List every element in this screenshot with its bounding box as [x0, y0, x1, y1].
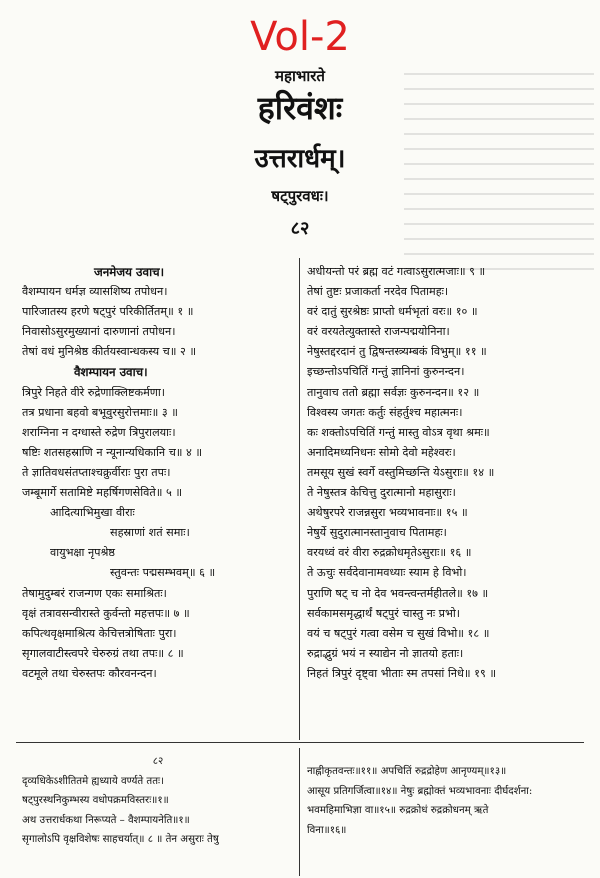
verse-line: अथेषुरपरे राजन्नसुरा भव्यभावनाः॥ १५ ॥ — [307, 506, 468, 520]
verse-line: अधीयन्तो परं ब्रह्म वटं गत्वाऽसुरात्मजाः॥ ९ ॥ — [307, 265, 486, 278]
verse-line: ते नेषुस्तत्र केचित्तु दुरात्मानो महासुराः। — [307, 486, 456, 500]
footnotes-left — [22, 752, 294, 850]
footnote-line: भवमहिमाभिज्ञा वा॥१५॥ रुद्रक्रोधं रुद्रक्रोधनम् ऋते — [307, 805, 489, 816]
book-title: हरिवंशः — [257, 89, 343, 127]
verse-line: तमसूय सुखं स्वर्गे वस्तुमिच्छन्ति येऽसुराः॥ १४ ॥ — [307, 465, 495, 479]
verse-line: तेषां तुष्टः प्रजाकर्ता नरदेव पितामहः। — [307, 285, 449, 299]
verse-line: जम्बूमार्गे सतामिष्टे महर्षिगणसेविते॥ ५ ॥ — [22, 486, 183, 500]
verse-line: ते ऊचुः सर्वदेवानामवध्याः स्याम हे विभो। — [307, 566, 467, 580]
verse-line: इच्छन्तोऽपचितिं गन्तुं ज्ञानिनां कुरुनन्दन। — [307, 365, 465, 379]
left-verse-column — [22, 262, 294, 684]
chapter-title: षट्पुरवधः। — [271, 187, 329, 205]
footnote-column-divider — [299, 748, 300, 876]
verse-line: सृगालवाटीस्त्वपरे चेरुरुग्रं तथा तपः॥ ८ ॥ — [22, 646, 184, 660]
verse-line: नेषुस्तद्दरदानं तु द्विषन्तस्त्र्यम्बकं विभुम्॥ ११ ॥ — [307, 345, 487, 359]
speaker-heading: जनमेजय उवाच। — [94, 265, 165, 279]
verse-line: वरयध्वं वरं वीरा रुद्रक्रोधमृतेऽसुराः॥ १६ ॥ — [307, 546, 472, 560]
verse-line: पुराणि षट् च नो देव भवन्त्वन्तर्महीतले॥ १७ ॥ — [307, 586, 489, 600]
chapter-number: ८२ — [290, 218, 310, 239]
verse-line: स्तुवन्तः पद्मसम्भवम्॥ ६ ॥ — [110, 566, 216, 580]
footnote-line: षट्पुरस्थनिकुम्भस्य वधोपक्रमविस्तरः॥१॥ — [22, 795, 169, 806]
footnote-line: आसूय प्रतिगर्जित्वा॥१४॥ नेषुः ब्रह्मोक्तं भव्यभावनाः दीर्घदर्शना: — [307, 785, 533, 797]
verse-line: तानुवाच ततो ब्रह्मा सर्वज्ञः कुरुनन्दन॥ १२ ॥ — [307, 385, 480, 399]
verse-line: कपित्थवृक्षमाश्रित्य केचित्तत्रोषिताः पुरा। — [22, 626, 177, 640]
verse-line: नेषुर्ये सुदुरात्मानस्तानुवाच पितामहः। — [307, 526, 447, 540]
verse-line: वटमूले तथा चेरुस्तपः कौरवनन्दन। — [22, 666, 157, 680]
verse-line: वरं दातुं सुरश्रेष्ठः प्राप्तो धर्मभृतां वरः॥ १० ॥ — [307, 305, 478, 319]
verse-line: रुद्राद्भुग्रं भयं न स्याद्येन नो ज्ञातयो हताः। — [307, 646, 464, 660]
verse-line: वयं च षट्पुरं गत्वा वसेम च सुखं विभो॥ १८ ॥ — [307, 626, 490, 640]
verse-line: त्रिपुरे निहते वीरे रुद्रेणाक्लिष्टकर्मणा। — [22, 385, 166, 399]
verse-line: कः शक्तोऽपचितिं गन्तुं मास्तु वोऽत्र वृथा श्रमः॥ — [307, 425, 490, 439]
verse-line: वैशम्पायन धर्मज्ञ व्यासशिष्य तपोधन। — [22, 285, 168, 299]
verse-line: वायुभक्षा नृपश्रेष्ठ — [50, 546, 116, 560]
volume-label: Vol-2 — [250, 14, 350, 60]
verse-line: सर्वकामसमृद्धार्थं षट्पुरं चास्तु नः प्रभो। — [307, 606, 461, 620]
verse-line: तेषामुदुम्बरं राजन्गण एकः समाश्रितः। — [22, 586, 167, 600]
footnote-line: नाह्नीकृतवन्तः॥११॥ अपचितिं रुद्रद्रोहेण आनृण्यम्॥१३॥ — [307, 766, 507, 777]
section-title: उत्तरार्धम्। — [254, 144, 346, 174]
verse-line: सहस्राणां शतं समाः। — [110, 526, 190, 540]
verse-line: विश्वस्य जगतः कर्तुः संहर्तुश्च महात्मनः। — [307, 405, 463, 419]
footnotes-right — [307, 762, 593, 840]
verse-line: अनादिमध्यनिधनः सोमो देवो महेश्वरः। — [307, 445, 456, 459]
footnote-line: सृगालोऽपि वृक्षविशेषः साहचर्यात्॥ ८ ॥ तेन असुराः तेषु — [22, 834, 219, 845]
verse-line: निहतं त्रिपुरं दृष्ट्वा भीताः स्म तपसां निधे॥ १९ ॥ — [307, 666, 497, 680]
verse-line: तत्र प्रधाना बहवो बभूवुरसुरोत्तमाः॥ ३ ॥ — [22, 405, 178, 419]
verse-line: वरं वरयतेत्युक्तास्ते राजन्पद्मयोनिना। — [307, 325, 450, 339]
right-verse-column — [307, 262, 593, 684]
footnote-line: ८२ — [152, 756, 164, 767]
verse-line: ते ज्ञातिवधसंतप्ताश्चक्रुर्वीराः पुरा तपः। — [22, 465, 171, 479]
verse-line: तेषां वधं मुनिश्रेष्ठ कीर्तयस्वान्धकस्य च॥ २ ॥ — [22, 345, 197, 359]
verse-line: वृक्षं तत्रावसन्वीरास्ते कुर्वन्तो महत्तपः॥ ७ ॥ — [22, 606, 190, 620]
footnote-line: विना॥१६॥ — [307, 824, 347, 836]
column-divider — [299, 258, 300, 740]
footnote-line: दृव्यधिकेऽशीतितमे ह्यध्याये वर्ण्यते ततः। — [22, 775, 164, 787]
verse-line: आदित्याभिमुखा वीराः — [50, 506, 135, 520]
verse-line: शराग्निना न दग्धास्ते रुद्रेण त्रिपुरालयाः। — [22, 425, 176, 439]
verse-line: षष्टिः शतसहस्राणि न न्यूनान्यधिकानि च॥ ४ ॥ — [22, 445, 203, 459]
speaker-heading: वैशम्पायन उवाच। — [74, 365, 148, 380]
footnote-line: अथ उत्तरार्धकथा निरूप्यते – वैशम्पायनेति॥१॥ — [22, 814, 190, 826]
book-subtitle: महाभारते — [275, 67, 325, 85]
verse-line: पारिजातस्य हरणे षट्पुरं परिकीर्तितम्॥ १ ॥ — [22, 305, 194, 319]
footnote-divider — [16, 742, 584, 743]
verse-line: निवासोऽसुरमुख्यानां दारुणानां तपोधन। — [22, 325, 176, 339]
